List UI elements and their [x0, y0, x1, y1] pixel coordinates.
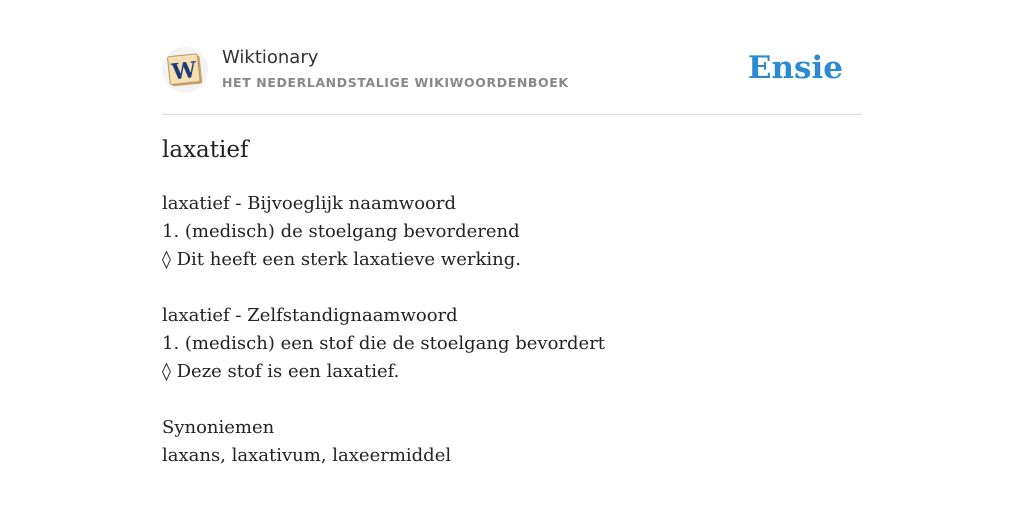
- entry-content: [162, 190, 862, 470]
- example-text: ◊ Deze stof is een laxatief.: [162, 361, 400, 382]
- section-spacer: [162, 386, 862, 414]
- svg-text:W: W: [170, 56, 198, 86]
- entry-section-adjective: [162, 190, 862, 274]
- section-heading: laxatief - Bijvoeglijk naamwoord: [162, 193, 457, 214]
- ensie-brand-link[interactable]: Ensie: [747, 50, 843, 86]
- definition-text: 1. (medisch) de stoelgang bevorderend: [162, 221, 520, 242]
- section-heading: laxatief - Zelfstandignaamwoord: [162, 305, 458, 326]
- example-text: ◊ Dit heeft een sterk laxatieve werking.: [162, 249, 521, 270]
- site-name[interactable]: Wiktionary: [222, 47, 319, 68]
- entry-section-noun: [162, 302, 862, 386]
- synonyms-heading: Synoniemen: [162, 417, 275, 438]
- section-spacer: [162, 274, 862, 302]
- site-header: [162, 44, 862, 115]
- page-title: laxatief: [162, 137, 249, 163]
- synonyms-list: laxans, laxativum, laxeermiddel: [162, 445, 452, 466]
- wiktionary-logo-icon[interactable]: [162, 47, 208, 93]
- definition-text: 1. (medisch) een stof die de stoelgang bevordert: [162, 333, 606, 354]
- site-subtitle: HET NEDERLANDSTALIGE WIKIWOORDENBOEK: [222, 75, 569, 90]
- synonyms-section: [162, 414, 862, 470]
